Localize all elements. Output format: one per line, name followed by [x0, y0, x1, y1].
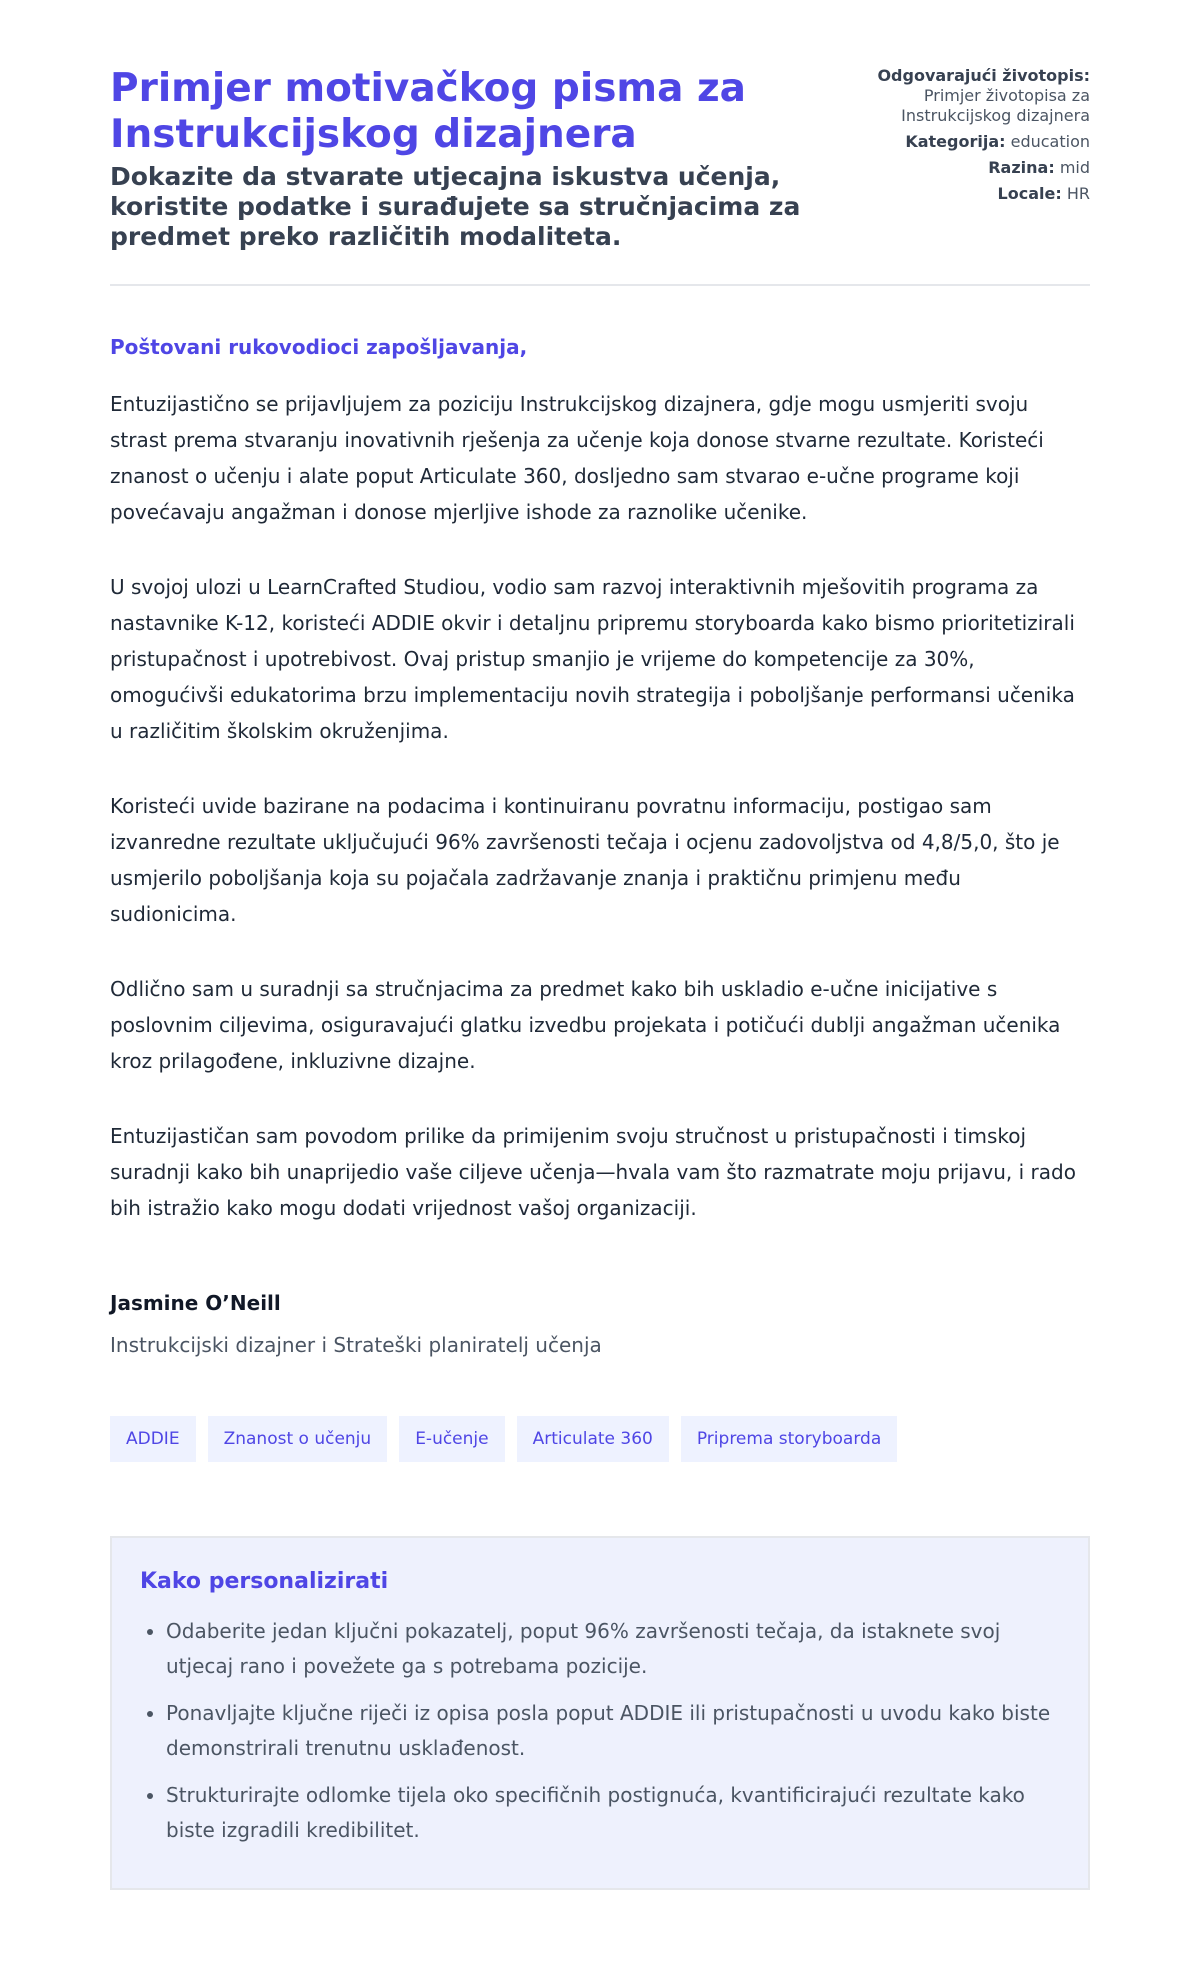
meta-locale-label: Locale:: [997, 184, 1062, 203]
meta-resume-value[interactable]: Primjer životopisa za Instrukcijskog dizajnera: [901, 86, 1090, 125]
letter-paragraph: Odlično sam u suradnji sa stručnjacima za predmet kako bih uskladio e-učne inicijative s poslovnim ciljevima, osiguravajući glatku izvedbu projekata i potičući dublji angažman učenika kroz prilagođene, inkluzivne dizajne.: [110, 977, 1061, 1073]
meta-level: [830, 158, 1090, 178]
header-divider: [110, 284, 1090, 286]
meta-locale: [830, 184, 1090, 204]
personalization-tips: [110, 1536, 1090, 1890]
skill-tag: E-učenje: [399, 1416, 504, 1462]
meta-category: [830, 132, 1090, 152]
skill-tag: Znanost o učenju: [208, 1416, 388, 1462]
header-left: [110, 66, 830, 252]
salutation: Poštovani rukovodioci zapošljavanja,: [110, 335, 528, 359]
letter-paragraph: Entuzijastičan sam povodom prilike da primijenim svoju stručnost u pristupačnosti i timskoj suradnji kako bih unaprijedio vaše ciljeve učenja—hvala vam što razmatrate moju prijavu, i rado bih istražio kako mogu dodati vrijednost vašoj organizaciji.: [110, 1124, 1076, 1220]
signature: [110, 1290, 1090, 1358]
meta-category-label: Kategorija:: [905, 132, 1006, 151]
tip-item: • Strukturirajte odlomke tijela oko specifičnih postignuća, kvantificirajući rezultate kako biste izgradili kredibilitet.: [166, 1778, 1058, 1848]
header: [110, 66, 1090, 251]
meta-level-label: Razina:: [988, 158, 1055, 177]
skill-tag: ADDIE: [110, 1416, 196, 1462]
tip-item: • Ponavljajte ključne riječi iz opisa posla poput ADDIE ili pristupačnosti u uvodu kako biste demonstrirali trenutnu usklađenost.: [166, 1696, 1058, 1766]
tip-item: • Odaberite jedan ključni pokazatelj, poput 96% završenosti tečaja, da istaknete svoj utjecaj rano i povežete ga s potrebama pozicije.: [166, 1614, 1058, 1684]
letter-paragraph: Entuzijastično se prijavljujem za poziciju Instrukcijskog dizajnera, gdje mogu usmjeriti svoju strast prema stvaranju inovativnih rješenja za učenje koja donose stvarne rezultate. Koristeći znanost o učenju i alate poput Articulate 360, dosljedno sam stvarao e-učne programe koji povećavaju angažman i donose mjerljive ishode za raznolike učenike.: [110, 392, 1044, 524]
skill-tag: Priprema storyboarda: [681, 1416, 897, 1462]
meta-level-value: mid: [1059, 158, 1090, 177]
signature-name: Jasmine O’Neill: [110, 1291, 281, 1315]
signature-title: Instrukcijski dizajner i Strateški planiratelj učenja: [110, 1333, 602, 1357]
tips-title: Kako personalizirati: [140, 1569, 389, 1594]
meta-panel: [830, 66, 1090, 210]
letter-body: [110, 386, 1090, 1226]
meta-resume-label: Odgovarajući životopis:: [877, 66, 1090, 85]
letter-paragraph: U svojoj ulozi u LearnCrafted Studiou, vodio sam razvoj interaktivnih mješovitih programa za nastavnike K-12, koristeći ADDIE okvir i detaljnu pripremu storyboarda kako bismo prioritetizirali pristupačnost i upotrebivost. Ovaj pristup smanjio je vrijeme do kompetencije za 30%, omogućivši edukatorima brzu implementaciju novih strategija i poboljšanje performansi učenika u različitim školskim okruženjima.: [110, 575, 1075, 743]
skill-tag: Articulate 360: [517, 1416, 669, 1462]
cover-letter-page: [110, 0, 1090, 1890]
letter-paragraph: Koristeći uvide bazirane na podacima i kontinuiranu povratnu informaciju, postigao sam izvanredne rezultate uključujući 96% završenosti tečaja i ocjenu zadovoljstva od 4,8/5,0, što je usmjerilo poboljšanja koja su pojačala zadržavanje znanja i praktičnu primjenu među sudionicima.: [110, 794, 1060, 926]
tips-list: [140, 1614, 1058, 1848]
page-title: Primjer motivačkog pisma za Instrukcijskog dizajnera: [110, 66, 746, 157]
page-subtitle: Dokazite da stvarate utjecajna iskustva učenja, koristite podatke i surađujete sa stručnjacima za predmet preko različitih modaliteta.: [110, 162, 801, 251]
meta-category-value: education: [1010, 132, 1090, 151]
skill-tags: [110, 1416, 1090, 1462]
meta-locale-value: HR: [1066, 184, 1090, 203]
meta-resume: [830, 66, 1090, 126]
